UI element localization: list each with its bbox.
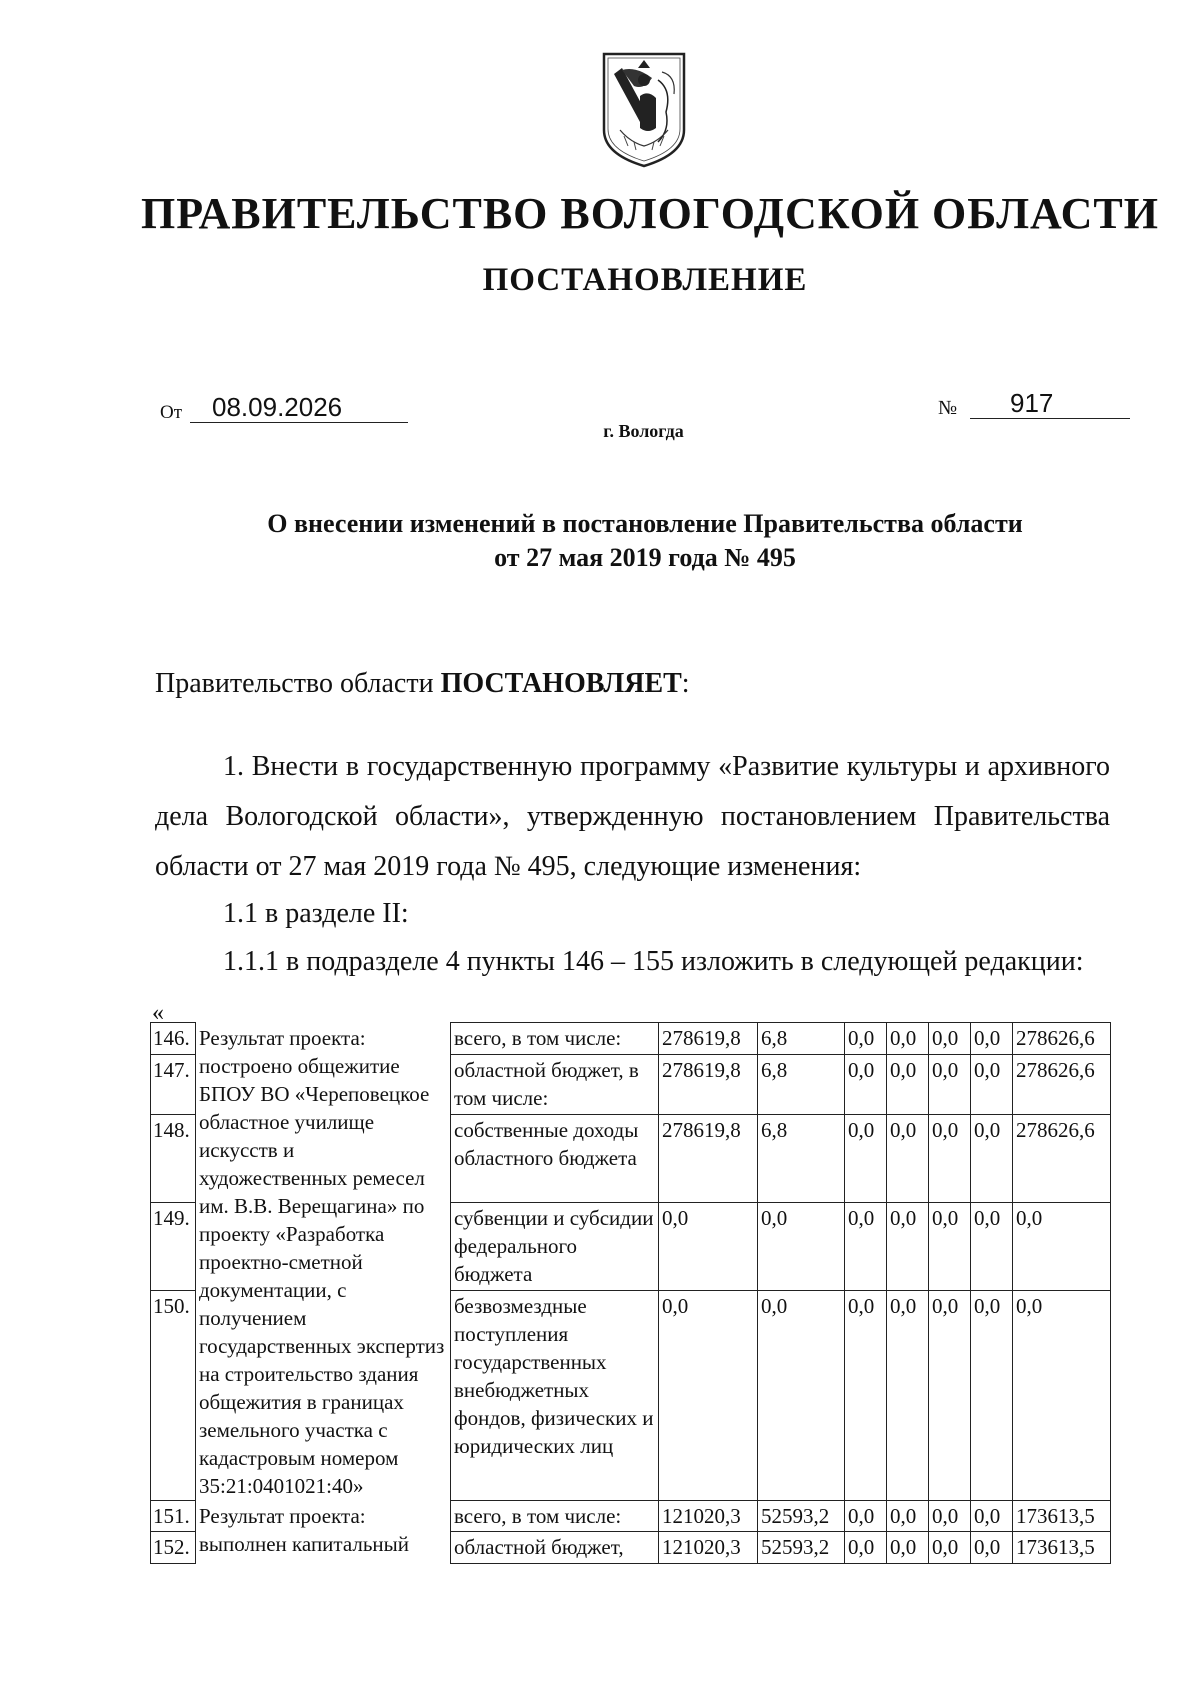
value-cell: 0,0 xyxy=(929,1203,971,1291)
row-number: 147. xyxy=(151,1055,196,1115)
value-cell: 0,0 xyxy=(971,1055,1013,1115)
funding-source: субвенции и субсидии федерального бюджета xyxy=(451,1203,659,1291)
value-cell: 0,0 xyxy=(971,1291,1013,1501)
item-1-1: 1.1 в разделе II: xyxy=(223,898,409,929)
value-cell: 0,0 xyxy=(845,1115,887,1203)
subject-line-1: О внесении изменений в постановление Правительства области xyxy=(267,509,1023,538)
value-cell: 0,0 xyxy=(845,1501,887,1532)
value-cell: 121020,3 xyxy=(659,1501,758,1532)
value-cell: 6,8 xyxy=(758,1023,845,1055)
value-cell: 52593,2 xyxy=(758,1501,845,1532)
total-cell: 173613,5 xyxy=(1013,1532,1111,1564)
row-number: 152. xyxy=(151,1532,196,1564)
row-number: 150. xyxy=(151,1291,196,1501)
value-cell: 121020,3 xyxy=(659,1532,758,1564)
value-cell: 0,0 xyxy=(971,1115,1013,1203)
value-cell: 0,0 xyxy=(758,1203,845,1291)
total-cell: 173613,5 xyxy=(1013,1501,1111,1532)
value-cell: 6,8 xyxy=(758,1115,845,1203)
value-cell: 0,0 xyxy=(929,1532,971,1564)
value-cell: 0,0 xyxy=(845,1532,887,1564)
coat-of-arms-emblem xyxy=(600,50,688,168)
value-cell: 0,0 xyxy=(929,1501,971,1532)
value-cell: 278619,8 xyxy=(659,1115,758,1203)
value-cell: 0,0 xyxy=(887,1203,929,1291)
row-number: 151. xyxy=(151,1501,196,1532)
document-type: ПОСТАНОВЛЕНИЕ xyxy=(482,262,808,298)
number-label: № xyxy=(938,397,958,419)
city: г. Вологда xyxy=(603,421,684,441)
funding-source: областной бюджет, xyxy=(451,1532,659,1564)
value-cell: 0,0 xyxy=(971,1203,1013,1291)
preamble-start: Правительство области xyxy=(155,668,441,699)
value-cell: 0,0 xyxy=(845,1291,887,1501)
program-table xyxy=(150,1022,1111,1564)
paragraph-1: 1. Внести в государственную программу «Развитие культуры и архивного дела Вологодской области», утвержденную постановлением Правительства области от 27 мая 2019 года № 495, следующие изменения: xyxy=(155,751,1110,882)
subject-line-2: от 27 мая 2019 года № 495 xyxy=(494,543,796,572)
total-cell: 0,0 xyxy=(1013,1291,1111,1501)
total-cell: 278626,6 xyxy=(1013,1023,1111,1055)
total-cell: 0,0 xyxy=(1013,1203,1111,1291)
value-cell: 0,0 xyxy=(659,1203,758,1291)
value-cell: 0,0 xyxy=(929,1023,971,1055)
value-cell: 0,0 xyxy=(971,1532,1013,1564)
value-cell: 0,0 xyxy=(887,1291,929,1501)
row-number: 146. xyxy=(151,1023,196,1055)
project-description: Результат проекта: выполнен капитальный xyxy=(196,1501,451,1564)
preamble-bold: ПОСТАНОВЛЯЕТ xyxy=(440,668,682,699)
value-cell: 0,0 xyxy=(929,1291,971,1501)
value-cell: 0,0 xyxy=(845,1203,887,1291)
total-cell: 278626,6 xyxy=(1013,1115,1111,1203)
item-1-1-1: 1.1.1 в подразделе 4 пункты 146 – 155 изложить в следующей редакции: xyxy=(223,946,1084,977)
organization-title: ПРАВИТЕЛЬСТВО ВОЛОГОДСКОЙ ОБЛАСТИ xyxy=(141,189,1159,238)
preamble-end: : xyxy=(681,668,690,699)
preamble xyxy=(155,668,690,700)
funding-source: областной бюджет, в том числе: xyxy=(451,1055,659,1115)
document-date: 08.09.2026 xyxy=(190,392,408,423)
value-cell: 278619,8 xyxy=(659,1055,758,1115)
value-cell: 52593,2 xyxy=(758,1532,845,1564)
value-cell: 0,0 xyxy=(659,1291,758,1501)
funding-source: всего, в том числе: xyxy=(451,1023,659,1055)
value-cell: 278619,8 xyxy=(659,1023,758,1055)
row-number: 149. xyxy=(151,1203,196,1291)
table-row xyxy=(151,1023,1111,1055)
value-cell: 0,0 xyxy=(887,1532,929,1564)
row-number: 148. xyxy=(151,1115,196,1203)
project-description: Результат проекта: построено общежитие БПОУ ВО «Череповецкое областное училище искусств и художественных ремесел им. В.В. Верещагина» по проекту «Разработка проектно-сметной документации, с получением государственных экспертиз на строительство здания общежития в границах земельного участка с кадастровым номером 35:21:0401021:40» xyxy=(196,1023,451,1501)
value-cell: 0,0 xyxy=(887,1115,929,1203)
document-subject xyxy=(0,507,1200,575)
value-cell: 0,0 xyxy=(971,1501,1013,1532)
funding-source: собственные доходы областного бюджета xyxy=(451,1115,659,1203)
value-cell: 0,0 xyxy=(929,1115,971,1203)
quote-open: « xyxy=(152,1000,164,1026)
total-cell: 278626,6 xyxy=(1013,1055,1111,1115)
date-label: От xyxy=(160,402,183,423)
value-cell: 0,0 xyxy=(887,1023,929,1055)
value-cell: 0,0 xyxy=(929,1055,971,1115)
value-cell: 0,0 xyxy=(887,1055,929,1115)
value-cell: 0,0 xyxy=(845,1023,887,1055)
value-cell: 0,0 xyxy=(887,1501,929,1532)
document-number: 917 xyxy=(970,388,1130,419)
value-cell: 0,0 xyxy=(845,1055,887,1115)
funding-source: всего, в том числе: xyxy=(451,1501,659,1532)
value-cell: 0,0 xyxy=(971,1023,1013,1055)
value-cell: 6,8 xyxy=(758,1055,845,1115)
value-cell: 0,0 xyxy=(758,1291,845,1501)
table-row xyxy=(151,1501,1111,1532)
funding-source: безвозмездные поступления государственных внебюджетных фондов, физических и юридических лиц xyxy=(451,1291,659,1501)
